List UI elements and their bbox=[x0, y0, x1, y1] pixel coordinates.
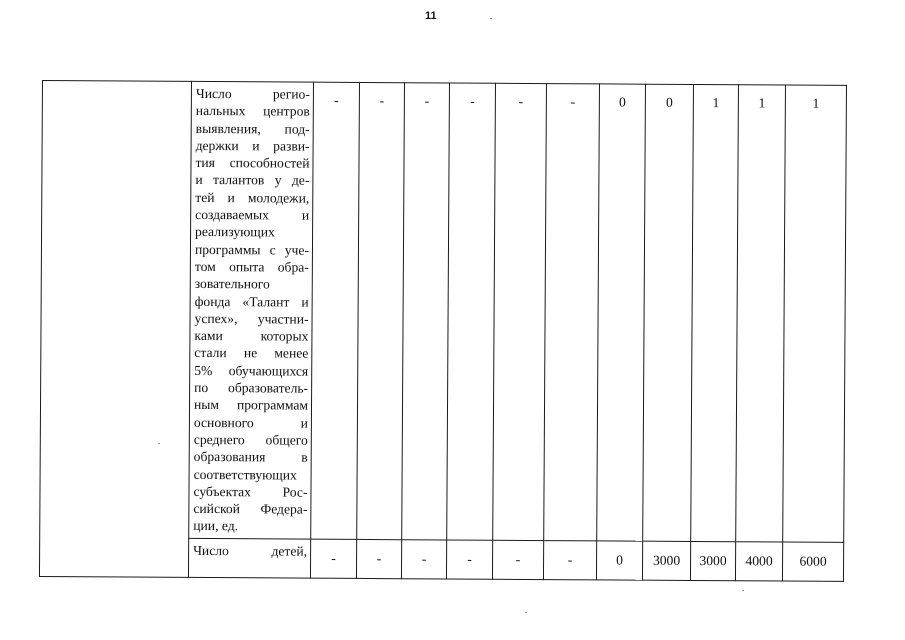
indicator-name-line: ции, ед. bbox=[193, 518, 239, 534]
value-cell: 3000 bbox=[642, 541, 690, 580]
indicator-name-line: по образователь- bbox=[194, 379, 309, 396]
page-number: 11 bbox=[425, 10, 437, 22]
indicator-name-line: Число регио- bbox=[195, 85, 310, 102]
value-cell: 0 bbox=[597, 84, 646, 541]
scan-speck bbox=[490, 18, 492, 19]
indicator-name-line: образования в bbox=[193, 449, 308, 465]
indicator-name-line: нальных центров bbox=[195, 103, 310, 119]
value-cell: 1 bbox=[783, 85, 847, 542]
value-cell: 3000 bbox=[690, 541, 735, 580]
indicator-name-line: фонда «Талант и bbox=[194, 293, 309, 310]
value-cell: 0 bbox=[596, 541, 642, 580]
indicator-name-line: ками которых bbox=[194, 328, 309, 344]
value-cell: - bbox=[310, 539, 356, 578]
indicator-name-line: создаваемых и bbox=[195, 207, 310, 223]
value-cell: 6000 bbox=[782, 542, 843, 581]
indicator-name-line: тия способностей bbox=[195, 155, 310, 171]
value-cell: - bbox=[401, 539, 446, 578]
indicator-name-line: субъектах Рос- bbox=[193, 483, 308, 500]
value-cell: - bbox=[543, 540, 596, 579]
indicator-name-line: 5% обучающихся bbox=[194, 362, 309, 379]
indicator-name-line: ным программам bbox=[193, 397, 309, 413]
indicator-name-line: основного и bbox=[193, 414, 308, 431]
scan-speck bbox=[525, 612, 527, 613]
value-cell: - bbox=[447, 83, 496, 540]
indicator-name-line: и талантов у де- bbox=[195, 172, 310, 189]
value-cell: - bbox=[311, 82, 360, 539]
indicator-name-line: среднего общего bbox=[193, 431, 308, 448]
indicator-name-cell bbox=[188, 538, 310, 578]
goal-cell-empty bbox=[39, 81, 191, 578]
value-cell: - bbox=[357, 82, 405, 539]
indicator-name-line: сийской Федера- bbox=[193, 501, 308, 517]
value-cell: - bbox=[493, 83, 547, 540]
value-cell: - bbox=[446, 540, 492, 579]
value-cell: - bbox=[544, 84, 600, 541]
table-row bbox=[40, 81, 847, 543]
indicator-name-line: выявления, под- bbox=[195, 120, 310, 137]
indicator-name-line: держки и разви- bbox=[195, 137, 310, 154]
indicator-name-line: том опыта обра- bbox=[194, 258, 309, 275]
indicator-name-line: Число детей, bbox=[193, 542, 308, 559]
scan-speck bbox=[742, 590, 744, 591]
value-cell: 4000 bbox=[735, 541, 782, 580]
indicator-name-line: зовательного bbox=[194, 276, 270, 292]
value-cell: - bbox=[492, 540, 543, 579]
indicator-name-line: тей и молодежи, bbox=[195, 189, 310, 206]
value-cell: - bbox=[356, 539, 401, 578]
value-cell: 0 bbox=[643, 84, 694, 541]
indicator-name-line: соответствующих bbox=[193, 466, 297, 483]
indicator-name-cell bbox=[189, 81, 314, 538]
indicator-table bbox=[39, 80, 847, 582]
indicator-name-line: программы с уче- bbox=[194, 241, 310, 258]
value-cell: 1 bbox=[691, 84, 739, 541]
indicator-name-line: стали не менее bbox=[194, 345, 309, 362]
value-cell: - bbox=[402, 83, 450, 540]
indicator-name-line: успех», участни- bbox=[194, 310, 309, 327]
value-cell: 1 bbox=[736, 85, 786, 542]
indicator-name-line: реализующих bbox=[195, 224, 275, 240]
